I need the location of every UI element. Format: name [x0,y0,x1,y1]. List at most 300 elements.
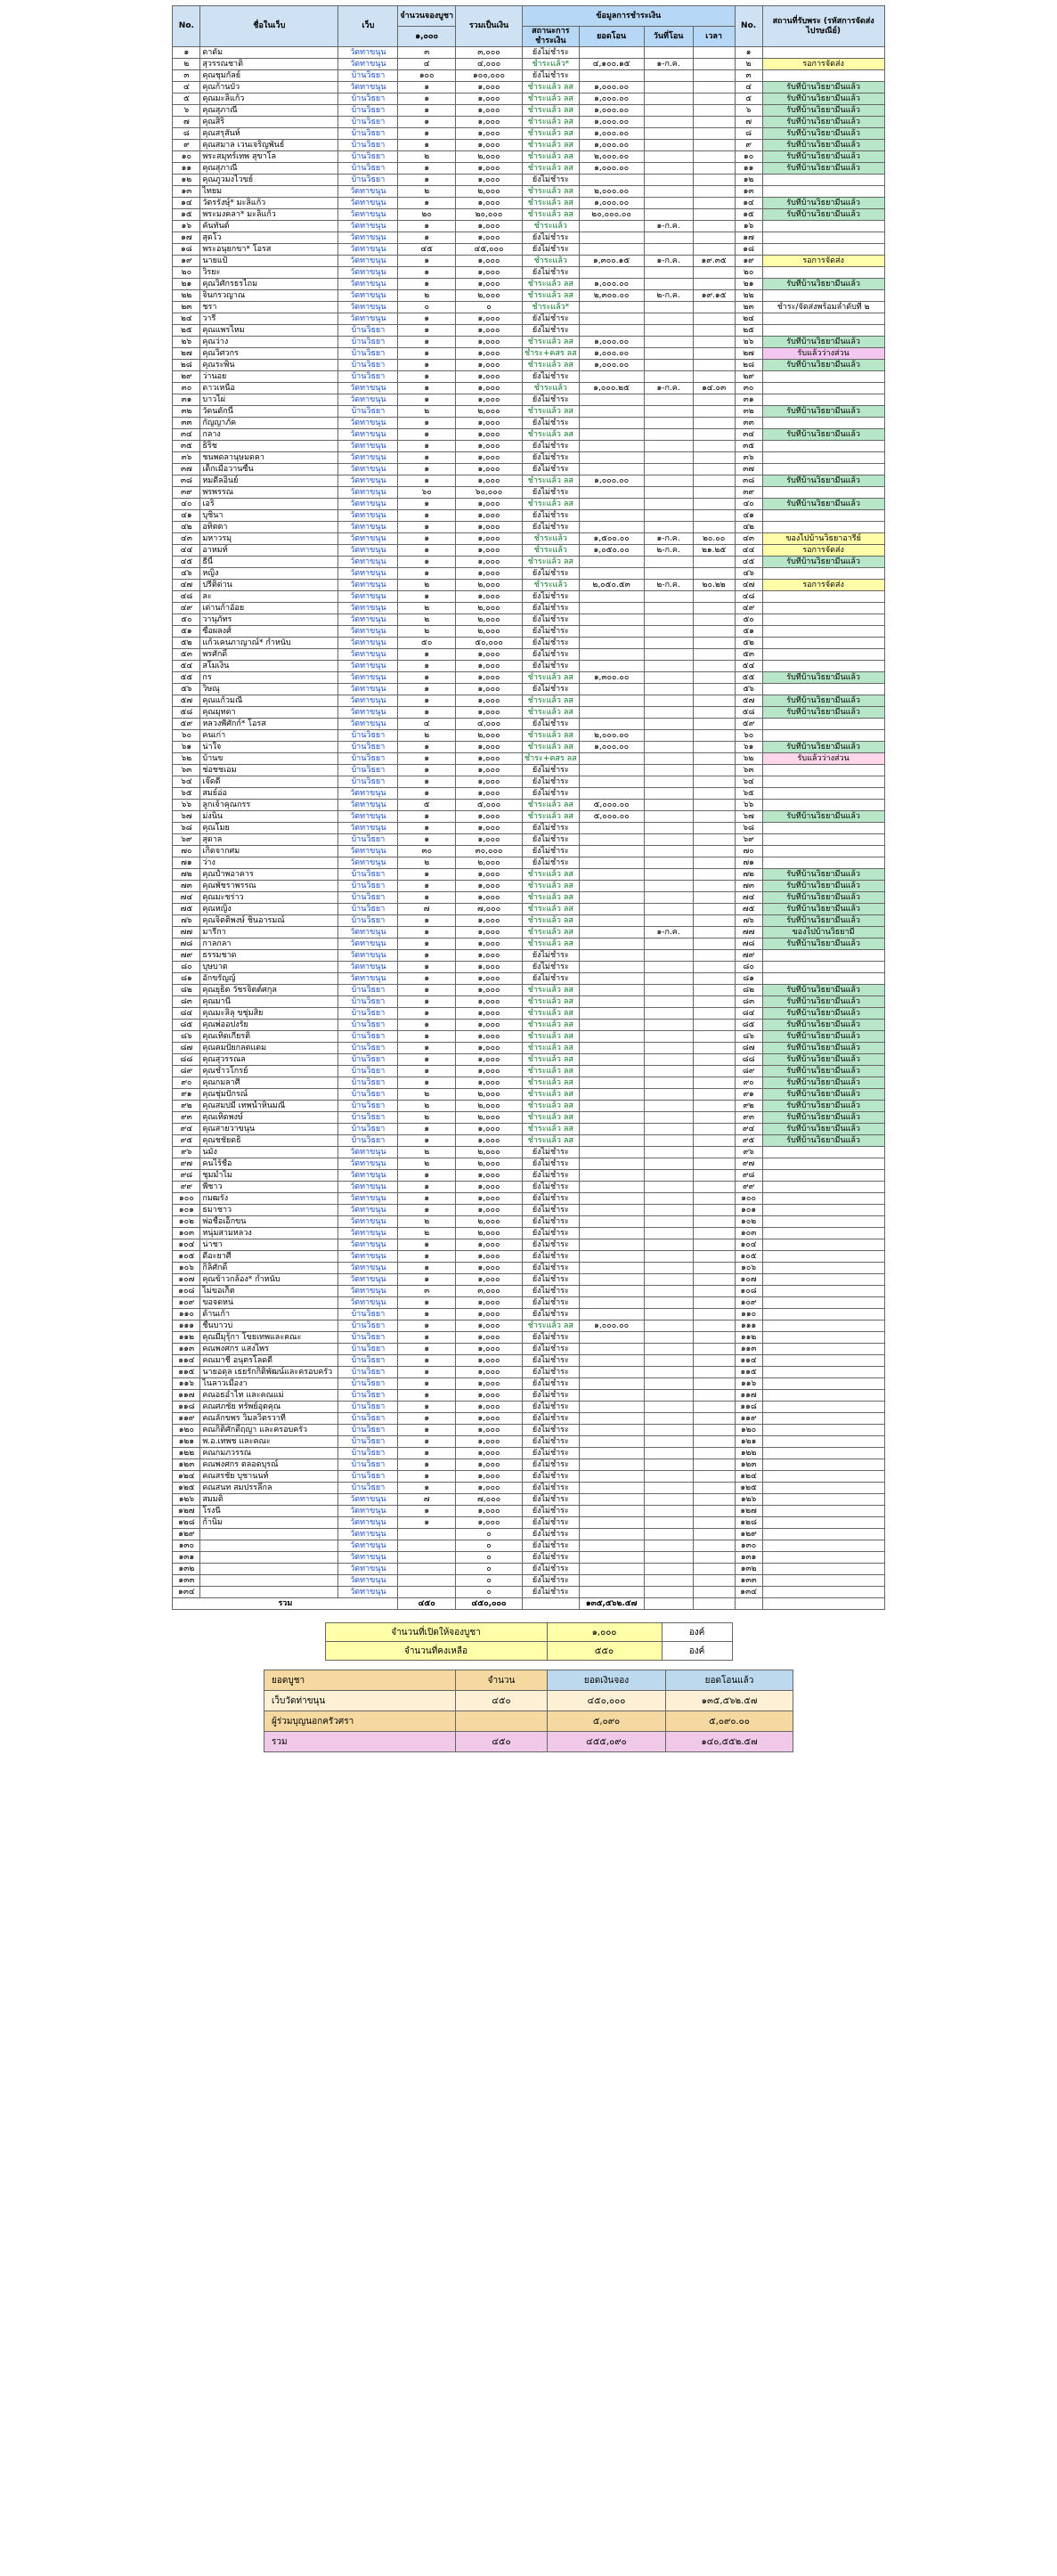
row-qty: ๒ [398,1158,456,1170]
row-place [762,522,884,533]
row-date: ๑-ก.ค. [644,383,693,394]
table-row [173,1471,884,1483]
row-amount [579,707,644,719]
row-no: ๑๑๑ [173,1321,200,1332]
row-no2: ๑๘ [735,244,762,256]
row-date [644,1263,693,1274]
row-amount [579,464,644,475]
row-no2: ๑๐๙ [735,1297,762,1309]
row-no: ๙๔ [173,1124,200,1135]
row-web: วัดทาขนุน [338,719,398,730]
row-date [644,776,693,788]
row-pay-status: ยังไม่ชำระ [523,487,580,499]
row-no: ๑๓๑ [173,1552,200,1564]
row-date [644,1182,693,1193]
row-no2: ๑๑๓ [735,1344,762,1355]
row-pay-status: ชำระแล้ว ลส [523,1031,580,1043]
row-pay-status: ยังไม่ชำระ [523,857,580,869]
table-row [173,1564,884,1575]
row-time [693,1540,735,1552]
col-amount: ยอดโอน [579,27,644,47]
quota-value: ๑,๐๐๐ [547,1623,662,1642]
row-no: ๑๑๐ [173,1309,200,1321]
row-no: ๓๔ [173,429,200,441]
row-name: คุณเทิดเกียรติ [200,1031,338,1043]
row-no2: ๗๘ [735,939,762,950]
row-web: บ้านวิธยา [338,904,398,915]
row-sum: ๑,๐๐๐ [456,256,523,267]
row-pay-status: ยังไม่ชำระ [523,1170,580,1182]
row-no2: ๗๙ [735,950,762,962]
row-date [644,232,693,244]
col-pay-status: สถานะการชำระเงิน [523,27,580,47]
table-row [173,1494,884,1506]
row-time [693,1321,735,1332]
row-sum: ๑,๐๐๐ [456,360,523,371]
row-place [762,719,884,730]
row-no2: ๗๖ [735,915,762,927]
row-name: คณกมภวรรณ [200,1448,338,1459]
row-amount [579,325,644,337]
row-amount: ๑,๐๐๐.๐๐ [579,348,644,360]
row-web: บ้านวิธยา [338,1332,398,1344]
row-no: ๙๗ [173,1158,200,1170]
row-date [644,904,693,915]
row-no2: ๒๖ [735,337,762,348]
row-qty: ๑ [398,429,456,441]
row-time [693,985,735,996]
row-no2: ๕๕ [735,672,762,684]
row-name: ปรีติด่าน [200,580,338,591]
row-no2: ๗ [735,117,762,128]
row-no: ๑ [173,47,200,59]
row-place [762,649,884,661]
table-row [173,82,884,93]
row-no: ๓๗ [173,464,200,475]
row-sum: ๒,๐๐๐ [456,1158,523,1170]
row-no2: ๑๒๑ [735,1436,762,1448]
row-web: บ้านวิธยา [338,996,398,1008]
row-no: ๑๓๔ [173,1587,200,1598]
row-sum: ๑,๐๐๐ [456,591,523,603]
row-amount [579,1263,644,1274]
row-web: วัดทาขนุน [338,857,398,869]
row-time [693,1066,735,1077]
row-pay-status: ยังไม่ชำระ [523,823,580,834]
row-place: รับที่บ้านวิธยามีนแล้ว [762,151,884,163]
row-no: ๑๒๗ [173,1506,200,1517]
row-no2: ๓๓ [735,418,762,429]
row-time [693,1043,735,1054]
row-amount [579,591,644,603]
row-sum: ๑,๐๐๐ [456,82,523,93]
row-qty [398,1564,456,1575]
row-name: ธิริช [200,441,338,452]
row-amount [579,985,644,996]
row-date [644,1448,693,1459]
row-name: คณกิติศักดิ์ฤญูา และครอบครัว [200,1425,338,1436]
row-web: วัดทาขนุน [338,1158,398,1170]
row-no: ๓๐ [173,383,200,394]
row-time [693,649,735,661]
row-no2: ๔๓ [735,533,762,545]
row-sum: ๑,๐๐๐ [456,140,523,151]
row-sum: ๑,๐๐๐ [456,881,523,892]
row-no2: ๖๘ [735,823,762,834]
row-date [644,175,693,186]
row-no: ๑๒๙ [173,1529,200,1540]
row-place: รับที่บ้านวิธยามีนแล้ว [762,163,884,175]
row-date [644,93,693,105]
row-time [693,1587,735,1598]
row-place: รับที่บ้านวิธยามีนแล้ว [762,1043,884,1054]
row-pay-status: ยังไม่ชำระ [523,1355,580,1367]
row-date [644,267,693,279]
row-qty: ๑ [398,140,456,151]
row-qty: ๖๐ [398,487,456,499]
table-row [173,70,884,82]
row-pay-status: ยังไม่ชำระ [523,510,580,522]
row-no2: ๒๙ [735,371,762,383]
row-date [644,881,693,892]
row-place [762,70,884,82]
row-no: ๖๗ [173,811,200,823]
row-no: ๑๑ [173,163,200,175]
row-amount [579,881,644,892]
row-no2: ๓๔ [735,429,762,441]
row-no: ๔๓ [173,533,200,545]
row-sum: ๑,๐๐๐ [456,279,523,290]
row-time [693,939,735,950]
row-amount [579,950,644,962]
row-no: ๑๕ [173,209,200,221]
row-place: รับแล้วว่างส่วน [762,753,884,765]
row-sum: ๑,๐๐๐ [456,464,523,475]
row-qty: ๑ [398,1020,456,1031]
table-row [173,996,884,1008]
row-amount: ๑,๐๐๐.๐๐ [579,82,644,93]
row-pay-status: ชำระแล้ว [523,545,580,557]
table-row [173,1286,884,1297]
row-pay-status: ชำระแล้ว ลส [523,800,580,811]
col-unit-price: ๑,๐๐๐ [398,27,456,47]
row-qty: ๑ [398,499,456,510]
row-place [762,765,884,776]
row-web: วัดทาขนุน [338,1182,398,1193]
row-pay-status: ชำระแล้ว ลส [523,1101,580,1112]
row-no2: ๓๖ [735,452,762,464]
row-place: รับแล้วว่างส่วน [762,348,884,360]
row-date [644,1459,693,1471]
row-amount [579,857,644,869]
table-row [173,1309,884,1321]
row-amount [579,487,644,499]
row-amount [579,1147,644,1158]
row-time [693,475,735,487]
row-no: ๔๐ [173,499,200,510]
row-web: วัดทาขนุน [338,452,398,464]
row-place: ของไปบ้านวิธยามี [762,927,884,939]
table-row [173,973,884,985]
row-no: ๑๒๔ [173,1471,200,1483]
row-amount [579,302,644,313]
table-row [173,418,884,429]
row-no2: ๔๒ [735,522,762,533]
row-no2: ๑๒๘ [735,1517,762,1529]
row-web: วัดทาขนุน [338,279,398,290]
row-date: ๑-ก.ค. [644,59,693,70]
table-row [173,753,884,765]
row-amount: ๕,๐๐๐.๐๐ [579,811,644,823]
row-pay-status: ยังไม่ชำระ [523,1390,580,1402]
row-pay-status: ชำระแล้ว ลส [523,915,580,927]
row-date [644,1332,693,1344]
row-date [644,962,693,973]
row-pay-status: ยังไม่ชำระ [523,962,580,973]
row-sum: ๑,๐๐๐ [456,1344,523,1355]
row-amount [579,788,644,800]
col-no: No. [173,6,200,47]
row-web: วัดทาขนุน [338,1494,398,1506]
row-web: วัดทาขนุน [338,962,398,973]
row-web: วัดทาขนุน [338,846,398,857]
row-sum: ๑,๐๐๐ [456,1066,523,1077]
row-time [693,1459,735,1471]
row-no: ๗๑ [173,857,200,869]
row-pay-status: ชำระแล้ว ลส [523,1008,580,1020]
row-sum: ๕๐,๐๐๐ [456,638,523,649]
row-sum: ๒,๐๐๐ [456,151,523,163]
row-no: ๖๘ [173,823,200,834]
row-place [762,614,884,626]
row-time [693,568,735,580]
row-qty: ๑ [398,267,456,279]
row-name: คุณสมปมี เทพน้ำหินมณี [200,1101,338,1112]
row-time [693,1239,735,1251]
table-row [173,591,884,603]
row-place: รอการจัดส่ง [762,59,884,70]
row-date [644,1066,693,1077]
row-date [644,823,693,834]
row-place [762,383,884,394]
row-date [644,1575,693,1587]
row-no: ๘ [173,128,200,140]
row-name: คุณว่าง [200,337,338,348]
row-date [644,1158,693,1170]
row-amount [579,869,644,881]
row-name [200,1540,338,1552]
row-no: ๕๗ [173,695,200,707]
row-time [693,892,735,904]
row-pay-status: ชำระแล้ว ลส [523,360,580,371]
row-sum: ๑,๐๐๐ [456,1367,523,1378]
row-name: คุณสุภาณี [200,105,338,117]
row-amount [579,232,644,244]
row-date [644,684,693,695]
row-name: เกิดจากศม [200,846,338,857]
row-pay-status: ยังไม่ชำระ [523,1413,580,1425]
row-no2: ๑๓ [735,186,762,198]
row-place [762,823,884,834]
row-date [644,1043,693,1054]
row-name [200,1552,338,1564]
row-pay-status: ยังไม่ชำระ [523,614,580,626]
row-pay-status: ยังไม่ชำระ [523,244,580,256]
table-row [173,892,884,904]
row-place [762,1529,884,1540]
row-no: ๘๗ [173,1043,200,1054]
orders-tbody [173,47,884,1598]
row-amount [579,1390,644,1402]
row-web: วัดทาขนุน [338,244,398,256]
table-row [173,105,884,117]
row-place: รอการจัดส่ง [762,545,884,557]
row-date [644,1413,693,1425]
table-row [173,360,884,371]
row-time [693,719,735,730]
table-row [173,603,884,614]
row-no2: ๑๕ [735,209,762,221]
row-sum: ๒๐,๐๐๐ [456,209,523,221]
row-no2: ๑๐๐ [735,1193,762,1205]
row-amount [579,510,644,522]
col-qty: จำนวนจองบูชา [398,6,456,27]
row-web: บ้านวิธยา [338,1066,398,1077]
row-no: ๑๑๒ [173,1332,200,1344]
row-name: เอริ [200,499,338,510]
table-row [173,1124,884,1135]
row-place [762,325,884,337]
row-time [693,487,735,499]
row-no: ๔๒ [173,522,200,533]
row-name: พ่อชื้อเอ็กขน [200,1216,338,1228]
row-pay-status: ยังไม่ชำระ [523,1587,580,1598]
row-qty [398,1587,456,1598]
row-date [644,1193,693,1205]
row-no2: ๒๐ [735,267,762,279]
row-amount: ๑,๐๐๐.๐๐ [579,105,644,117]
row-name: คุณวิศักรธรไถม [200,279,338,290]
row-place [762,1147,884,1158]
row-date [644,198,693,209]
row-no: ๗๕ [173,904,200,915]
table-row [173,649,884,661]
row-place [762,221,884,232]
row-time [693,209,735,221]
row-place [762,788,884,800]
row-pay-status: ยังไม่ชำระ [523,175,580,186]
row-pay-status: ยังไม่ชำระ [523,603,580,614]
row-web: บ้านวิธยา [338,881,398,892]
row-sum: ๑,๐๐๐ [456,1425,523,1436]
row-qty: ๓ [398,1286,456,1297]
totals-header-cell: จำนวน [456,1670,548,1691]
col-time: เวลา [693,27,735,47]
row-sum: ๑,๐๐๐ [456,1297,523,1309]
row-sum: ๑,๐๐๐ [456,672,523,684]
row-pay-status: ชำระแล้ว ลส [523,163,580,175]
row-no2: ๔ [735,82,762,93]
row-no: ๓๘ [173,475,200,487]
row-name: ไนลาวเมืองา [200,1378,338,1390]
row-place [762,1321,884,1332]
row-sum: ๑,๐๐๐ [456,1008,523,1020]
row-sum: ๑,๐๐๐ [456,267,523,279]
row-sum: ๑,๐๐๐ [456,1506,523,1517]
row-time [693,1390,735,1402]
row-place [762,1552,884,1564]
row-name: ละ [200,591,338,603]
row-no: ๗๒ [173,869,200,881]
table-row [173,846,884,857]
row-web: บ้านวิธยา [338,1483,398,1494]
row-web: บ้านวิธยา [338,360,398,371]
row-time [693,684,735,695]
row-sum: ๑,๐๐๐ [456,1402,523,1413]
row-sum: ๑,๐๐๐ [456,1043,523,1054]
table-row [173,904,884,915]
table-row [173,128,884,140]
row-web: วัดทาขนุน [338,973,398,985]
table-row [173,1413,884,1425]
row-web: วัดทาขนุน [338,626,398,638]
row-pay-status: ชำระแล้ว ลส [523,672,580,684]
row-web: วัดทาขนุน [338,418,398,429]
row-name: อทิตตา [200,522,338,533]
row-name: คุณชำวโกรย์ [200,1066,338,1077]
row-date: ๑-ก.ค. [644,533,693,545]
row-place [762,1182,884,1193]
row-qty [398,1529,456,1540]
row-sum: ๑,๐๐๐ [456,568,523,580]
row-sum: ๗,๐๐๐ [456,904,523,915]
row-amount [579,70,644,82]
row-pay-status: ยังไม่ชำระ [523,1182,580,1193]
totals-header-cell: ยอดบูชา [264,1670,456,1691]
table-row [173,730,884,742]
row-name: กลาง [200,429,338,441]
table-row [173,1089,884,1101]
table-row [173,1066,884,1077]
row-no2: ๙ [735,140,762,151]
row-name: ด้านเก้า [200,1309,338,1321]
row-qty: ๑ [398,545,456,557]
row-sum: ๑,๐๐๐ [456,753,523,765]
row-web: บ้านวิธยา [338,776,398,788]
row-time [693,973,735,985]
row-pay-status: ชำระแล้ว ลส [523,82,580,93]
row-amount [579,962,644,973]
row-place: รอการจัดส่ง [762,256,884,267]
row-place: รับที่บ้านวิธยามีนแล้ว [762,1112,884,1124]
row-web: บ้านวิธยา [338,742,398,753]
table-row [173,279,884,290]
row-amount [579,1043,644,1054]
row-no: ๗๘ [173,939,200,950]
row-sum: ๒,๐๐๐ [456,730,523,742]
row-place: รับที่บ้านวิธยามีนแล้ว [762,915,884,927]
row-date: ๒-ก.ค. [644,580,693,591]
row-no: ๑๑๗ [173,1390,200,1402]
row-amount: ๑,๐๐๐.๐๐ [579,140,644,151]
row-no: ๙๕ [173,1135,200,1147]
table-row [173,1112,884,1124]
row-web: บ้านวิธยา [338,1436,398,1448]
col-name: ชื่อในเว็บ [200,6,338,47]
row-pay-status: ยังไม่ชำระ [523,371,580,383]
row-date [644,1077,693,1089]
row-pay-status: ยังไม่ชำระ [523,441,580,452]
